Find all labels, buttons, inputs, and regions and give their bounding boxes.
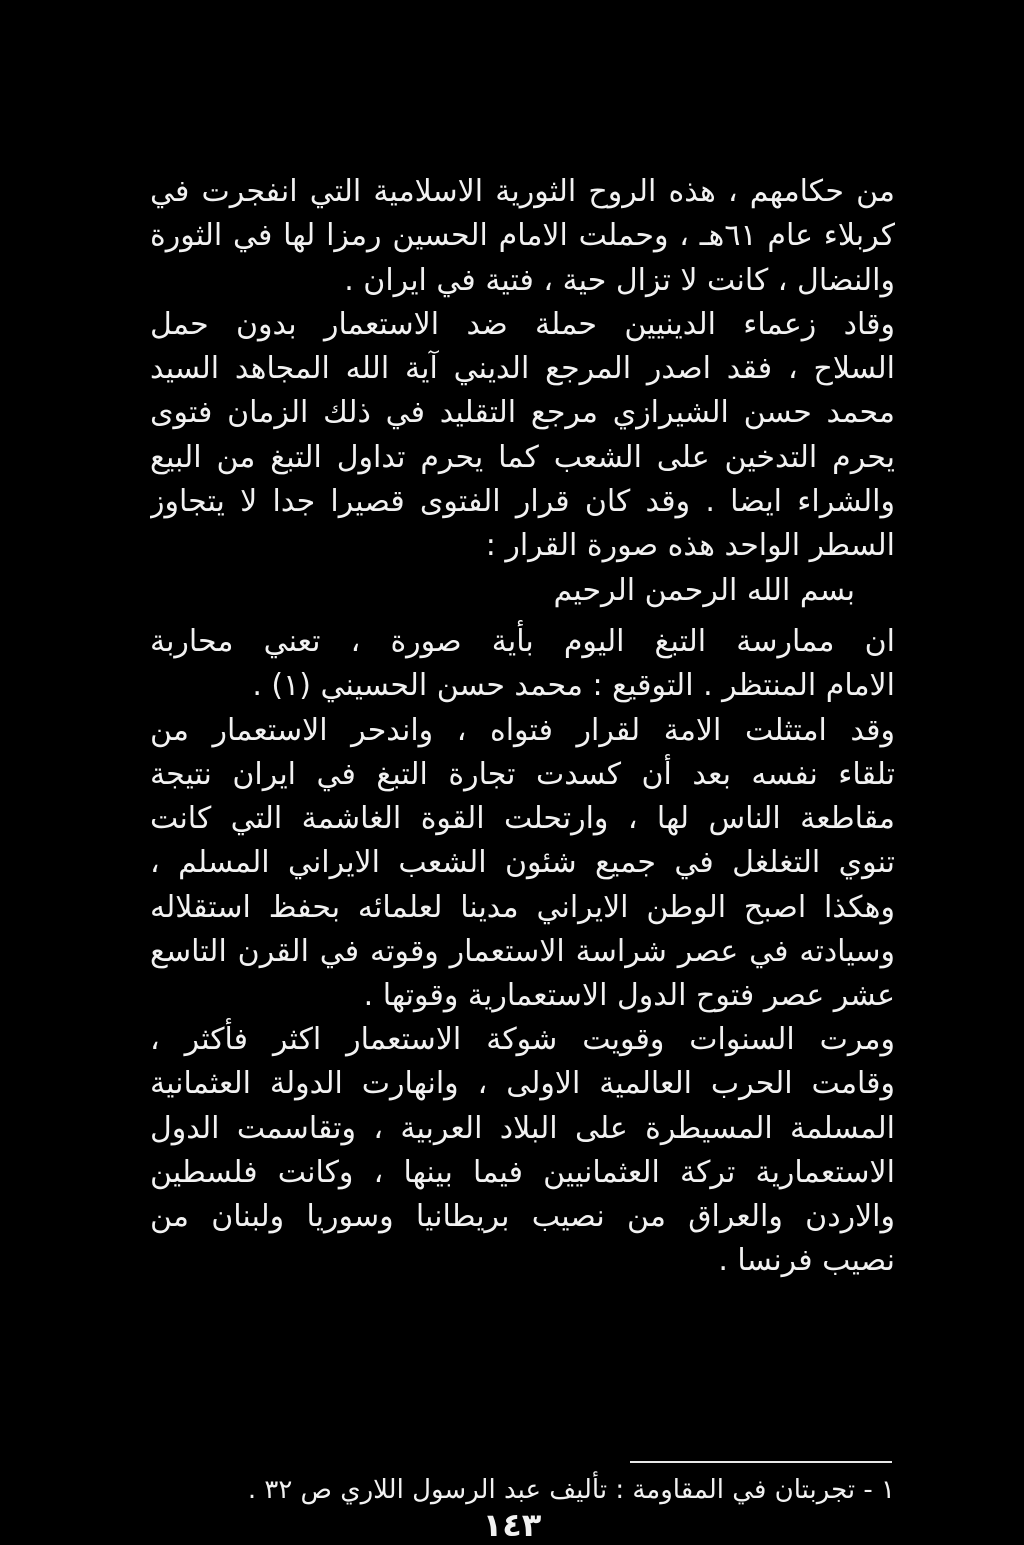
text-line: محمد حسن الشيرازي مرجع التقليد في ذلك الزمان فتوى [150,395,895,431]
text-line: كربلاء عام ٦١هـ ، وحملت الامام الحسين رمزا لها في الثورة [150,218,895,254]
text-line: الامام المنتظر . التوقيع : محمد حسن الحسيني (١) . [252,668,895,704]
paragraph-3 [150,1018,895,1284]
text-line: المسلمة المسيطرة على البلاد العربية ، وتقاسمت الدول [150,1110,895,1146]
text-line: وقاد زعماء الدينيين حملة ضد الاستعمار بدون حمل [150,306,895,342]
page-number: ١٤٣ [482,1506,542,1544]
text-line: والشراء ايضا . وقد كان قرار الفتوى قصيرا جدا لا يتجاوز [150,484,895,520]
footnote: ١ - تجربتان في المقاومة : تأليف عبد الرسول اللاري ص ٣٢ . [247,1475,895,1505]
text-line: والنضال ، كانت لا تزال حية ، فتية في ايران . [344,262,895,298]
text-line: يحرم التدخين على الشعب كما يحرم تداول التبغ من البيع [150,439,895,475]
text-line: وقد امتثلت الامة لقرار فتواه ، واندحر الاستعمار من [150,712,895,748]
text-line: وقامت الحرب العالمية الاولى ، وانهارت الدولة العثمانية [150,1066,895,1102]
text-line: من حكامهم ، هذه الروح الثورية الاسلامية التي انفجرت في [150,174,895,209]
paragraph-1 [150,170,895,613]
text-line: نصيب فرنسا . [718,1243,895,1279]
text-line: والاردن والعراق من نصيب بريطانيا وسوريا ولبنان من [150,1199,895,1235]
text-line: وسيادته في عصر شراسة الاستعمار وقوته في القرن التاسع [150,934,895,970]
footnote-divider [630,1461,892,1463]
text-line: ان ممارسة التبغ اليوم بأية صورة ، تعني محاربة [150,624,895,659]
text-line: السطر الواحد هذه صورة القرار : [485,528,895,564]
text-line: تنوي التغلغل في جميع شئون الشعب الايراني المسلم ، [150,845,895,881]
basmala: بسم الله الرحمن الرحيم [553,572,855,608]
text-line: ومرت السنوات وقويت شوكة الاستعمار اكثر فأكثر ، [150,1022,895,1057]
text-line: السلاح ، فقد اصدر المرجع الديني آية الله المجاهد السيد [150,351,895,387]
text-line: مقاطعة الناس لها ، وارتحلت القوة الغاشمة التي كانت [150,801,895,837]
text-line: الاستعمارية تركة العثمانيين فيما بينها ، وكانت فلسطين [150,1154,895,1190]
text-line: وهكذا اصبح الوطن الايراني مدينا لعلمائه بحفظ استقلاله [150,889,895,925]
text-line: تلقاء نفسه بعد أن كسدت تجارة التبغ في ايران نتيجة [150,756,895,792]
paragraph-2 [150,620,895,1019]
text-line: عشر عصر فتوح الدول الاستعمارية وقوتها . [363,978,895,1014]
